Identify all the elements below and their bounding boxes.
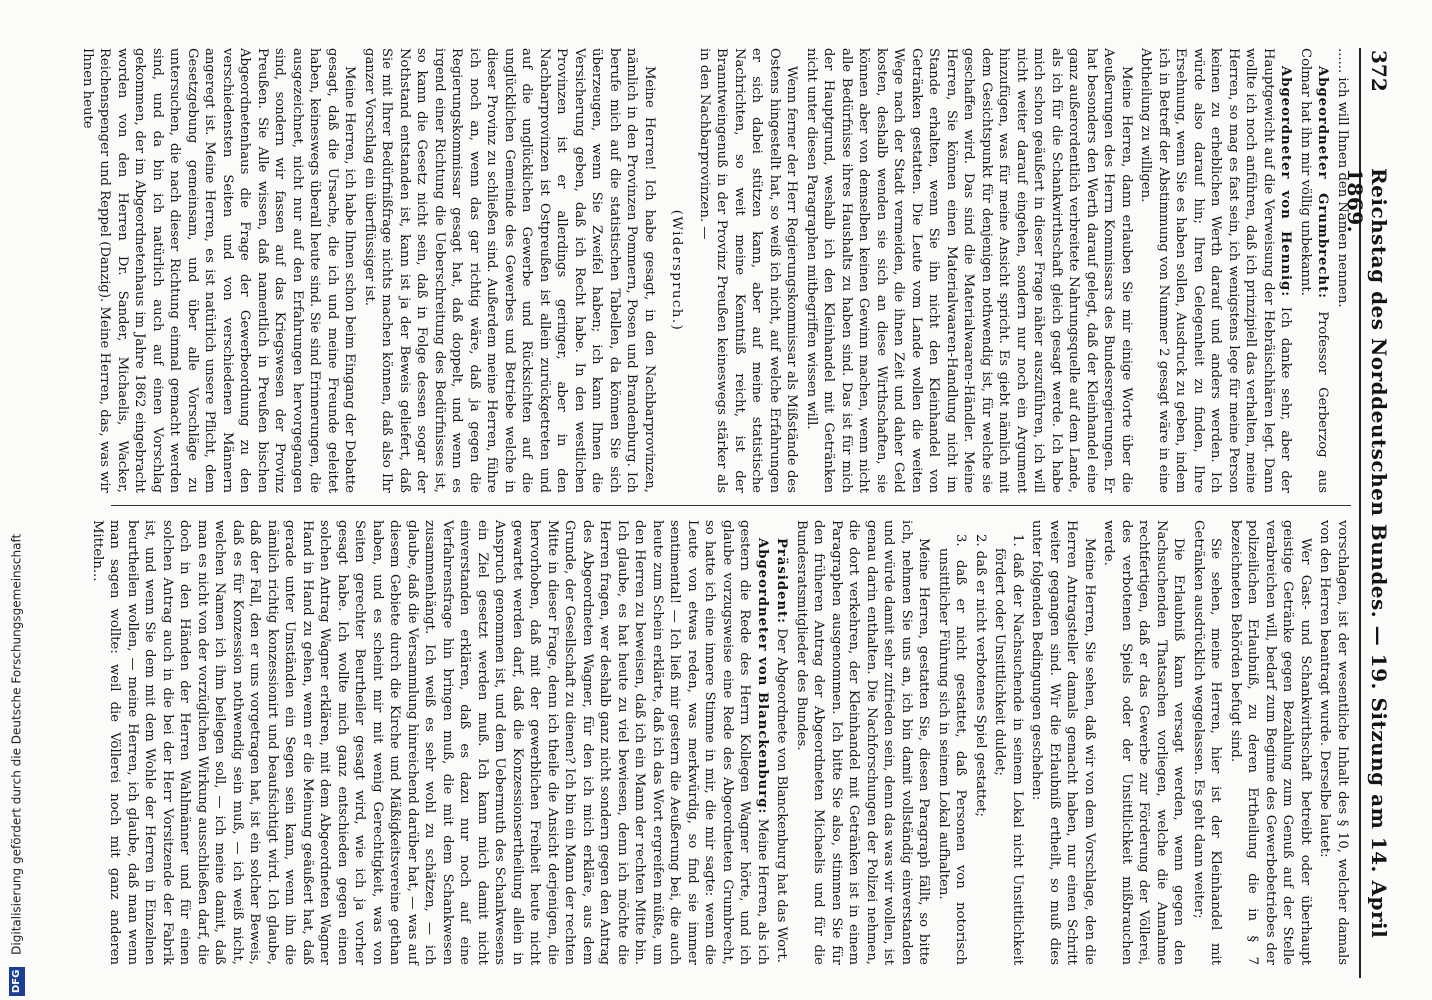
dfg-logo: DFG xyxy=(9,967,25,996)
right-column xyxy=(90,520,1351,965)
page-number: 372 xyxy=(1367,50,1391,92)
paragraph: Die Erlaubniß kann versagt werden, wenn gegen den Nachsuchenden Thatsachen vorliegen, welche die Annahme rechtfertigen, daß er das Gewerbe zur Förderung der Völlerei, des verbotenen Spiels oder der Unsittlichkeit mißbrauchen werde. xyxy=(1101,520,1187,965)
speaker-name: Abgeordneter Grumbrecht: xyxy=(1315,66,1331,299)
speech-text: Ich danke sehr, aber der Hauptgewicht auf die Verweisung der Hebräischhären legt. Dann wollte ich noch anführen, daß ich prinzipiell das verhalten, meine Herren, so mag es fast sein, ich wenigstens lege für meine Person keinen zu erheblichen Werth darauf und anders werden. Ich würde also darauf hin; Ihren Gelegenheit zu finden, Ihre Ersehnung, wenn Sie es haben sollen, Ausdruck zu geben, indem ich in Betreff der Abstimmung von Nummer 2 gesagt wäre in eine Abtheilung zu willigen. xyxy=(1138,48,1294,493)
paragraph: Meine Herren, dann erlauben Sie mir einige Worte über die Aeußerungen des Herrn Kommissars des Bundesregierungen. Er hat besonders den Werth darauf gelegt, daß der Kleinhandel eine ganz außerordentlich verbreitete Nahrungsquelle auf dem Lande, als ich für die Schankwirthschaft gleich gesagt werde. Ich habe mich schon geäußert in dieser Frage näher auszuführen, ich will nicht weiter darauf eingehen, sondern nur noch ein Argument hinzufügen, was für meine Ansicht spricht. Es giebt nämlich mit dem Gesichtspunkt für denjenigen nothwendig ist, für welche sie geschaffen wird. Das sind die Materialwaaren-Händler. Meine Herren, Sie können einen Materialwaaren-Handlung nicht im Stande erhalten, wenn Sie ihn nicht den Kleinhandel von Getränken gestatten. Die Leute vom Lande wollen die weiten Wege nach der Stadt vermeiden, die ihnen Zeit und daher Geld kosten, deshalb wenden sie sich an diese Wirthschaften, sie können aber von demselben keinen Gewinn machen, wenn nicht alle Bedürfnisse ihres Haushalts zu haben sind. Das ist für mich der Hauptgrund, weshalb ich den Kleinhandel mit Getränken nicht unter diesen Paragraphen mitbegriffen wissen will. xyxy=(804,48,1134,493)
paragraph: Wenn ferner der Herr Regierungskommissar als Mißstände des Ostens hingestellt hat, so weiß ich nicht, auf welche Erfahrungen er sich dabei stützen kann, aber auf meine statistische Nachrichten, so weit meine Kenntniß reicht, ist der Branntweingenuß in der Provinz Preußen keineswegs stärker als in den Nachbarprovinzen. — xyxy=(697,48,800,493)
interjection: (Widerspruch.) xyxy=(669,209,685,332)
paragraph: vorschlagen, ist der wesentliche Inhalt des § 10, welcher damals von den Herren beantragt wurde. Derselbe lautet: xyxy=(1317,520,1350,965)
speech-text: Meine Herren, als ich gestern die Rede des Herrn Kollegen Wagner hörte, und ich glaube vorzugsweise eine Rede des Abgeordneten Grumbrecht, so hatte ich eine innere Stimme in mir, die mir sagte: wenn die Leute von etwas reden, was merkwürdig, so find sie immer sentimental! — Ich ließ mir gestern die Aeußerung bei, die auch heute zum Schein erklärte, daß ich das Wort ergreifen müßte, um den Herren zu beweisen, daß ich ein Mann der rechten Mitte bin. Ich glaube, es hat heute zu viel bewiesen, denn ich möchte die Herren fragen, wer deshalb ganz nicht sondern gegen den Antrag des Abgeordneten Wagner, für den ich mich erkläre, aus dem Grunde, der Gesellschaft zu dienen? Ich bin ein Mann der rechten Mitte in dieser Frage, denn ich theile die Ansicht derjenigen, die hervorhoben, daß mit der gewerblichen Freiheit heute nicht gewartet werden darf, daß die Konzessionsertheilung allein in Anspruch genommen ist, und dem Uebermuth des Schankwesens ein Ziel gesetzt werden muß. Ich kann mich damit nicht einverstanden erklären, daß es dazu nur noch auf eine Verfahrensfrage hin bringen muß, die mit dem Schankwesen zusammenhängt. Ich weiß es sehr wohl zu schätzen, — ich glaube, daß die Versammlung hinreichend darüber hat, — was auf diesem Gebiete durch die Kirche und Mäßigkeitsvereine gethan haben, und es scheint mir mit wenig Gerechtigkeit, was von Seiten gerechter Beurtheiler gesagt wird, wie ich ja vorher gesagt habe. Ich wollte mich ganz entschieden gegen einen solchen Antrag Wagner erklären, mit dem Abgeordneten Wagner Hand in Hand zu gehen, wenn er die Meinung geäußert hat, daß gerade unter Umständen ein Segen sein kann, wenn ihn die nämlich richtig konzessionirt und beaufsichtigt wird. Ich glaube, daß der Fall, den er uns vorgetragen hat, ist ein solcher Beweis, daß es für Konzession nothwendig sein muß, — ich weiß nicht, welchen Namen ich ihm beilegen soll, — ich meine damit, daß man es nicht von der vorzüglichen Wirkung ausschließen darf, die doch in den Händen der Herren Wahlmänner und für einen solchen Antrag auch in die bei der Herr Vorsitzende der Fabrik ist, und wenn Sie dem mit dem Wohle der Herren in Einzelnen beurtheilen wollen, — meine Herren, ich glaube, daß man wenn man sagen wollte: weil die Völlerei noch mit ganz anderen Mitteln... xyxy=(90,520,770,965)
left-column xyxy=(80,48,1351,493)
page-header xyxy=(1343,48,1395,978)
digitization-credit xyxy=(3,0,29,1000)
paragraph: Meine Herren! Ich habe gesagt, in den Nachbarprovinzen, nämlich in den Provinzen Pommern, Posen und Brandenburg. Ich berufe mich auf die statistischen Tabellen, da können Sie sich überzeugen, wenn Sie Zweifel haben; ich kann Ihnen die Versicherung geben, daß ich Recht habe. In den westlichen Provinzen ist er allerdings geringer, aber in den Nachbarprovinzen ist Ostpreußen ist allein zurückgetreten und auf die unglücklichen Gewerbe und Rücksichten auf die unglücklichen Gemeinde des Gewerbes und Betriebe welche in dieser Provinz zu schließen sind. Außerdem meine Herren, führe ich noch an, wenn das gar richtig wäre, daß ja gegen die Regierungskommissar gesagt hat, daß doppelt, und wenn es irgend einer Richtung die Ueberschreitung des Bedürfnisses ist, so kann die Gesetz nicht sein, daß in Folge dessen sogar der Nothstand entstanden ist, kann ist ja der Beweis geliefert, daß Sie mit Ihrer Bedürfnißfrage nichts machen können, daß also Ihr ganzer Vorschlag ein überflüssiger ist. xyxy=(362,48,657,493)
speech-paragraph xyxy=(1137,48,1295,493)
list-item: 2. daß er nicht verbotenes Spiel gestattet; xyxy=(973,534,988,817)
paragraph: ...... ich will Ihnen den Namen nennen. xyxy=(1335,48,1350,308)
running-title: Reichstag des Norddeutschen Bundes. — 19. Sitzung am 14. April 1869. xyxy=(1343,168,1391,939)
paragraph: Wer Gast- und Schankwirthschaft betreibt oder überhaupt geistige Getränke gegen Bezahlung zum Genuß auf der Stelle verabreichen will, bedarf zum Beginne des Gewerbebetriebes der polizeilichen Erlaubniß, zu deren Ertheilung die in § 7 bezeichneten Behörden befugt sind. xyxy=(1228,520,1313,965)
paragraph: Sie sehen, meine Herren, hier ist der Kleinhandel mit Getränken ausdrücklich weggelassen. Es geht dann weiter; xyxy=(1191,520,1224,965)
text-columns xyxy=(80,48,1351,978)
paragraph: Meine Herren, Sie sehen, daß wir von dem Vorschlage, den die Herren Antragsteller damals gemacht haben, nur einen Schritt weiter gegangen sind. Wir die Erlaubniß ertheilt, so muß dies unter folgenden Bedingungen geschehen: xyxy=(1029,520,1097,965)
speech-text: Der Abgeordnete von Blanckenburg hat das Wort. xyxy=(774,628,790,963)
speech-paragraph xyxy=(1297,48,1332,493)
speaker-name: Abgeordneter von Blanckenburg: xyxy=(755,538,770,815)
list-item: 1. daß der Nachsuchende in seinem Lokal nicht Unsittlichkeit fördert oder Unsittlichkeit duldet; xyxy=(992,534,1025,965)
rotated-newspaper-page xyxy=(80,48,1395,978)
speech-paragraph xyxy=(773,520,791,965)
speech-text: Professor Gerberzog aus Colmar hat ihn mir völlig unbekannt. xyxy=(1298,48,1331,493)
speech-paragraph xyxy=(89,520,772,965)
paragraph: Meine Herren, ich habe Ihnen schon beim Eingang der Debatte gesagt, daß die Ursache, die ich und meine Freunde geleitet haben, keineswegs überall heute sind. Sie sind Erinnerungen, die ausgezeichnet, nicht nur auf den Erfahrungen hervorgegangen sind, sondern wir fassen auf das Kriegswesen der Provinz Preußen. Sie Alle wissen, daß namentlich in Preußen bischen Abgeordnetenhaus die Frage der Gewerbeordnung zu den verschiedensten Seiten und von verschiedenen Männern angeregt ist. Meine Herren, es ist natürlich unsere Pflicht, dem Gesetzgebung gemeinsam, und über alle Vorschläge zu untersuchen, die nach dieser Richtung einmal gemacht werden sind, und da bin ich natürlich auch auf einen Vorschlag gekommen, der im Abgeordnetenhaus im Jahre 1862 eingebracht worden von den Herren Dr. Sander, Michaelis, Wacker, Reichenspenger und Reppel (Danzig). Meine Herren, das, was wir Ihnen heute xyxy=(80,48,358,493)
credit-text: Digitalisierung gefördert durch die Deutsche Forschungsgemeinschaft xyxy=(9,533,24,955)
speaker-name: Präsident: xyxy=(774,538,790,625)
list-item: 3. daß er nicht gestattet, daß Personen von notorisch unsittlicher Führung sich in seinem Lokal aufhalten. xyxy=(936,534,969,965)
paragraph: Meine Herren, gestatten Sie, diesen Paragraph fällt, so bitte ich, nehmen Sie uns an, ich bin damit vollständig einverstanden und würde damit sehr zufrieden sein, denn das was wir wollen, ist genau darin enthalten. Die Nachforschungen der Polizei nehmen, die dort verkehren, der Kleinhandel mit Getränken ist in einem Paragraphen ausgenommen. Ich bitte Sie also, stimmen Sie für den früheren Antrag der Abgeordneten Michaelis und für die Bundesratsmitglieder des Bundes. xyxy=(794,520,932,965)
column-divider xyxy=(111,505,1351,506)
speaker-name: Abgeordneter von Hennig: xyxy=(1278,66,1294,298)
